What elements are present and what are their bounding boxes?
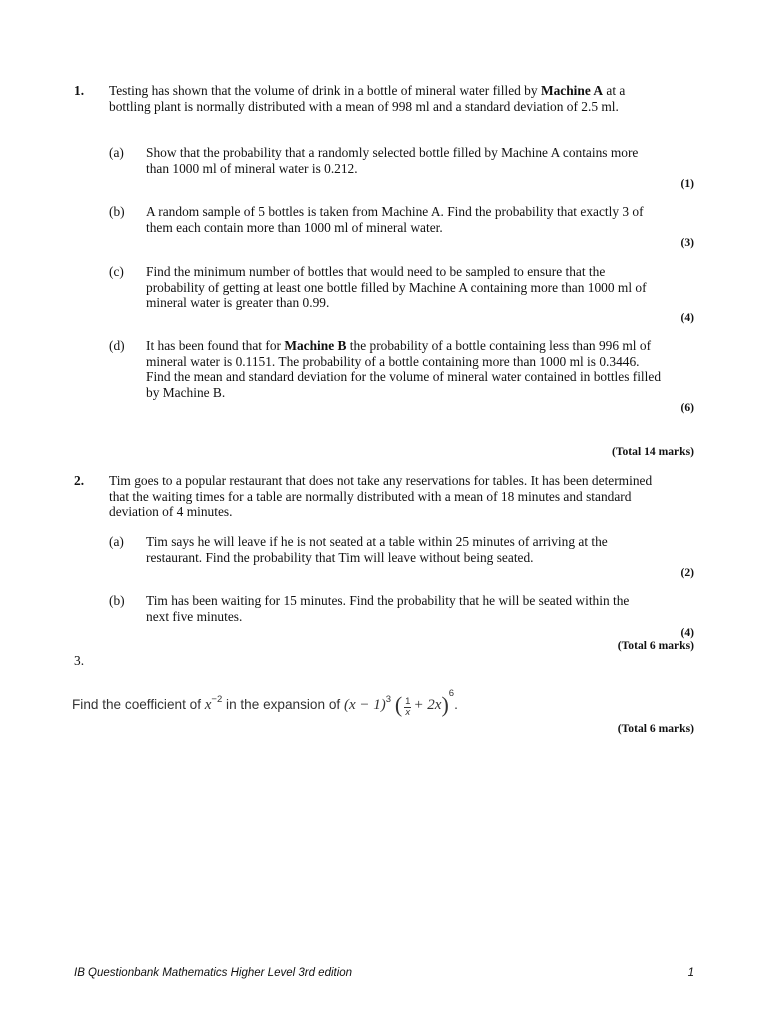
q1b-label: (b) [109,204,125,219]
q2b-label: (b) [109,593,125,608]
footer-source: IB Questionbank Mathematics Higher Level 3rd edition [74,967,353,979]
math-factor-a: (x − 1) [343,697,386,713]
question-3-text [72,686,458,718]
q1a-marks: (1) [680,177,694,190]
q2b-marks: (4) [680,626,694,639]
q1c-text: Find the minimum number of bottles that would need to be sampled to ensure that the probability of getting at least one bottle filled by Machine A containing more than 1000 ml of mineral water is greater than 0.99. [146,264,647,311]
fraction-numerator: 1 [405,696,411,707]
open-paren-icon: ( [394,692,403,717]
q1d-marks: (6) [680,401,694,414]
question-2-stem: Tim goes to a popular restaurant that does not take any reservations for tables. It has been determined that the waiting times for a table are normally distributed with a mean of 18 minutes and standard deviation of 4 minutes. [109,473,653,520]
math-exponent-neg2: −2 [211,694,223,705]
question-2-number: 2. [74,473,85,488]
q1b-marks: (3) [680,236,694,249]
q1-total-marks: (Total 14 marks) [611,445,694,458]
machine-b-bold: Machine B [284,338,347,353]
q2-total-marks: (Total 6 marks) [617,639,694,652]
q1d-text-start: It has been found that for [146,338,285,353]
fraction-denominator: x [405,707,411,718]
q2a-marks: (2) [680,566,694,579]
q1a-text: Show that the probability that a randomly selected bottle filled by Machine A contains more than 1000 ml of mineral water is 0.212. [146,145,639,176]
math-exponent-3: 3 [385,694,392,705]
math-factor-b: + 2x [413,697,442,713]
question-1-stem-text-cont: at a bottling plant is normally distributed with a mean of 998 ml and a standard deviation of 2.5 ml. [109,83,626,114]
q1d-text [146,338,666,400]
q1a-label: (a) [109,145,124,160]
close-paren-icon: ) [441,692,449,717]
machine-a-bold: Machine A [540,83,604,98]
q1c-marks: (4) [680,311,694,324]
q3-text-start: Find the coefficient of [72,697,205,712]
question-1-stem-text: Testing has shown that the volume of drink in a bottle of mineral water filled by [109,83,541,98]
math-exponent-6: 6 [448,688,455,699]
q2a-label: (a) [109,534,124,549]
question-3-number: 3. [74,653,85,668]
q3-text-mid: in the expansion of [222,697,344,712]
footer-page-number: 1 [687,967,694,979]
q2b-text: Tim has been waiting for 15 minutes. Find the probability that he will be seated within the next five minutes. [146,593,630,624]
q1c-label: (c) [109,264,124,279]
question-1-number: 1. [74,83,85,98]
math-x-variable: x [204,697,212,713]
q1b-text: A random sample of 5 bottles is taken from Machine A. Find the probability that exactly 3 of them each contain more than 1000 ml of mineral water. [146,204,644,235]
question-1-stem [109,83,664,114]
q3-text-end: . [454,697,458,712]
q1d-text-cont: the probability of a bottle containing less than 996 ml of mineral water is 0.1151. The probability of a bottle containing more than 1000 ml is 0.3446. Find the mean and standard deviation for the volume of mineral water contained in bottles filled by Machine B. [146,338,662,400]
q1d-label: (d) [109,338,125,353]
q2a-text: Tim says he will leave if he is not seated at a table within 25 minutes of arriving at the restaurant. Find the probability that Tim will leave without being seated. [146,534,608,565]
math-fraction [404,697,411,718]
q3-total-marks: (Total 6 marks) [617,722,694,735]
